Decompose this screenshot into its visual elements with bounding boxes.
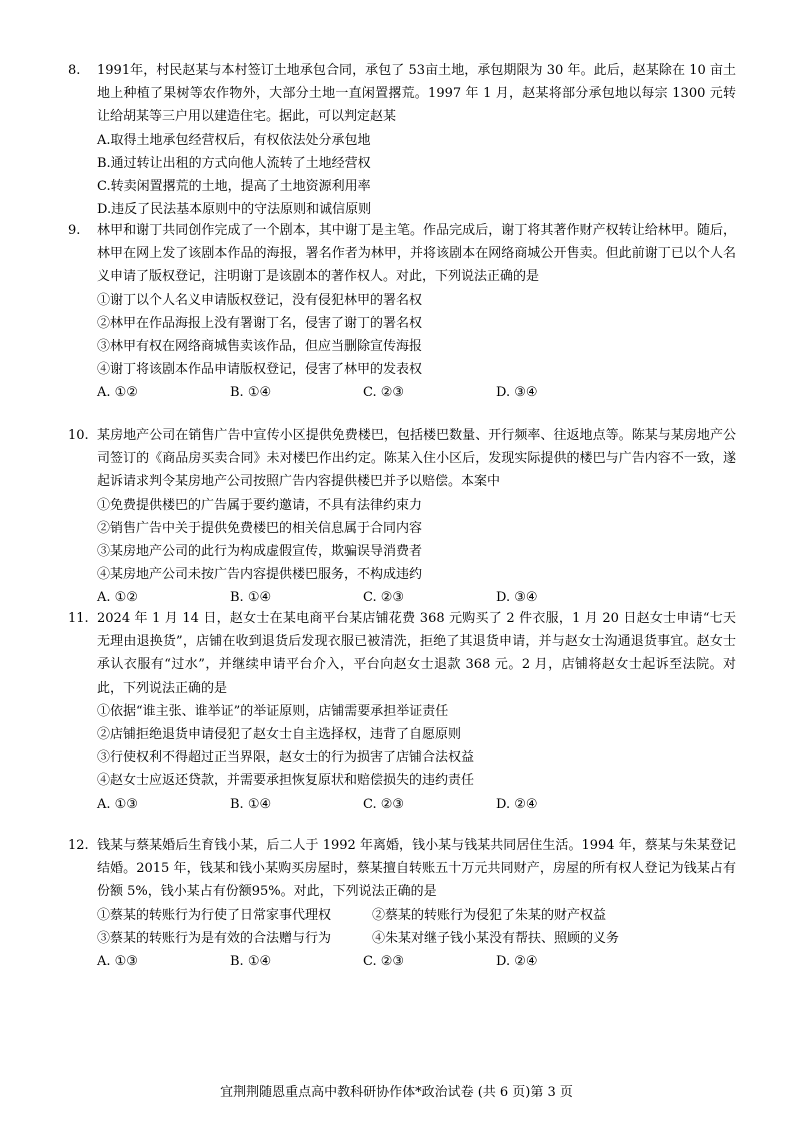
choice-d: D. ②④ <box>496 954 538 970</box>
page-footer: 宜荆荆随恩重点高中教科研协作体*政治试卷 (共 6 页)第 3 页 <box>220 1085 573 1100</box>
statement-4: ④朱某对继子钱小某没有帮扶、照顾的义务 <box>372 930 620 946</box>
statement-row <box>68 904 736 927</box>
choice-b: B. ①④ <box>230 954 272 970</box>
option-b: B.通过转让出租的方式向他人流转了土地经营权 <box>97 155 371 171</box>
choice-b: B. ①④ <box>230 385 272 401</box>
choice-d: D. ③④ <box>496 385 538 401</box>
statement-4: ④赵女士应返还贷款，并需要承担恢复原状和赔偿损失的违约责任 <box>97 773 475 789</box>
question-12 <box>68 834 736 973</box>
choice-d: D. ②④ <box>496 796 538 812</box>
question-stem: 8. 1991年，村民赵某与本村签订土地承包合同，承包了 53亩土地，承包期限为 30 年。此后，赵某除在 10 亩土地上种植了果树等农作物外，大部分土地一直闲置撂荒。1997 年 1 月，赵某将部分承包地以每宗 1300 元转让给胡某等三户用以建造住宅。据此，可以判定赵某 <box>68 63 736 125</box>
statement-4: ④某房地产公司未按广告内容提供楼巴服务，不构成违约 <box>97 567 423 583</box>
choice-a: A. ①③ <box>97 954 138 970</box>
choice-d: D. ③④ <box>496 590 538 606</box>
statement-2: ②销售广告中关于提供免费楼巴的相关信息属于合同内容 <box>97 520 423 536</box>
option-c: C.转卖闲置撂荒的土地，提高了土地资源利用率 <box>97 179 371 195</box>
question-stem: 11. 2024 年 1 月 14 日，赵女士在某电商平台某店铺花费 368 元购买了 2 件衣服，1 月 20 日赵女士申请“七天无理由退换货”，店铺在收到退货后发现衣服已被清洗，拒绝了其退货申请，并与赵女士沟通退货事宜。赵女士承认衣服有“过水”，并继续申请平台介入，平台向赵女士退款 368 元。2 月，店铺将赵女士起诉至法院。对此，下列说法正确的是 <box>68 611 736 696</box>
statement-row <box>68 927 736 950</box>
answer-choices <box>68 950 736 973</box>
question-10 <box>68 424 736 610</box>
statement-3: ③行使权利不得超过正当界限，赵女士的行为损害了店铺合法权益 <box>97 750 475 766</box>
question-11 <box>68 607 736 816</box>
answer-choices <box>68 381 736 404</box>
statement-3: ③某房地产公司的此行为构成虚假宣传，欺骗误导消费者 <box>97 544 423 560</box>
option-a: A.取得土地承包经营权后，有权依法处分承包地 <box>97 132 371 148</box>
question-9 <box>68 219 736 405</box>
statement-3: ③蔡某的转账行为是有效的合法赠与行为 <box>97 930 332 946</box>
choice-a: A. ①② <box>97 385 138 401</box>
statement-3: ③林甲有权在网络商城售卖该作品，但应当删除宣传海报 <box>97 339 423 355</box>
option-d: D.违反了民法基本原则中的守法原则和诚信原则 <box>97 202 372 218</box>
choice-b: B. ①④ <box>230 796 272 812</box>
statement-1: ①蔡某的转账行为行使了日常家事代理权 <box>97 907 332 923</box>
question-stem: 9. 林甲和谢丁共同创作完成了一个剧本，其中谢丁是主笔。作品完成后，谢丁将其著作财产权转让给林甲。随后，林甲在网上发了该剧本作品的海报，署名作者为林甲，并将该剧本在网络商城公开售卖。但此前谢丁已以个人名义申请了版权登记，注明谢丁是该剧本的著作权人。对此，下列说法正确的是 <box>68 223 736 285</box>
choice-c: C. ②③ <box>363 385 405 401</box>
choice-c: C. ②③ <box>363 590 405 606</box>
choice-c: C. ②③ <box>363 796 405 812</box>
statement-2: ②蔡某的转账行为侵犯了朱某的财产权益 <box>372 907 607 923</box>
choice-c: C. ②③ <box>363 954 405 970</box>
statement-1: ①依据“谁主张、谁举证”的举证原则，店铺需要承担举证责任 <box>97 703 449 719</box>
statement-1: ①谢丁以个人名义申请版权登记，没有侵犯林甲的署名权 <box>97 292 423 308</box>
question-stem: 12. 钱某与蔡某婚后生育钱小某，后二人于 1992 年离婚，钱小某与钱某共同居住生活。1994 年，蔡某与朱某登记结婚。2015 年，钱某和钱小某购买房屋时，蔡某擅自转账五十万元共同财产，房屋的所有权人登记为钱某占有份额 5%，钱小某占有份额95%。对此，下列说法正确的是 <box>68 838 736 900</box>
statement-2: ②店铺拒绝退货申请侵犯了赵女士自主选择权，违背了自愿原则 <box>97 727 462 743</box>
question-8 <box>68 59 736 221</box>
choice-a: A. ①③ <box>97 796 138 812</box>
answer-choices <box>68 793 736 816</box>
statement-1: ①免费提供楼巴的广告属于要约邀请，不具有法律约束力 <box>97 497 423 513</box>
question-stem: 10. 某房地产公司在销售广告中宣传小区提供免费楼巴，包括楼巴数量、开行频率、往返地点等。陈某与某房地产公司签订的《商品房买卖合同》未对楼巴作出约定。陈某入住小区后，发现实际提供的楼巴与广告内容不一致，遂起诉请求判令某房地产公司按照广告内容提供楼巴并予以赔偿。本案中 <box>68 428 736 490</box>
statement-4: ④谢丁将该剧本作品申请版权登记，侵害了林甲的发表权 <box>97 362 423 378</box>
choice-a: A. ①② <box>97 590 138 606</box>
statement-2: ②林甲在作品海报上没有署谢丁名，侵害了谢丁的署名权 <box>97 315 423 331</box>
choice-b: B. ①④ <box>230 590 272 606</box>
